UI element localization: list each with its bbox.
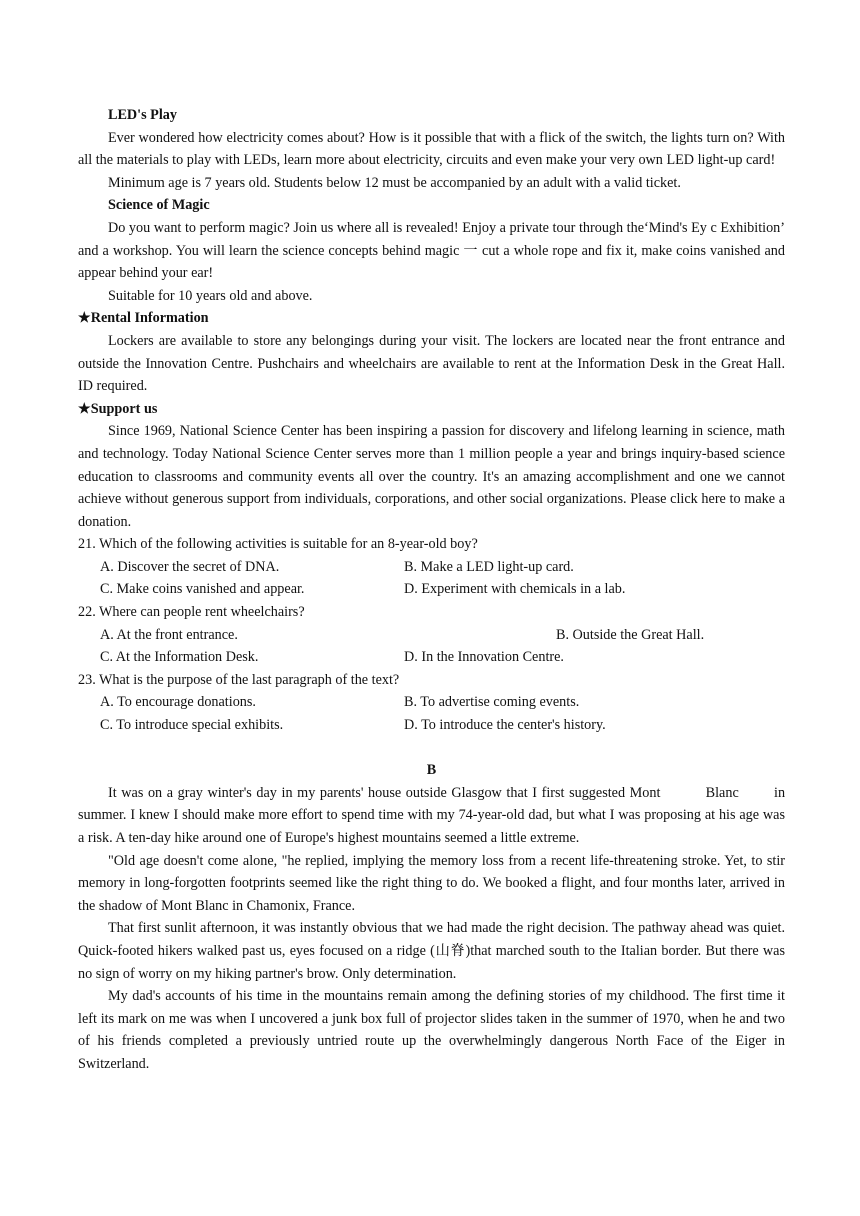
option-row	[78, 714, 785, 737]
section-heading-support-us: ★Support us	[78, 400, 158, 417]
question-21	[78, 533, 785, 601]
option-row	[78, 624, 785, 647]
spacer	[78, 737, 785, 760]
paragraph-text: in	[774, 784, 786, 801]
option-a: A. To encourage donations.	[100, 694, 256, 711]
paragraph-passage-b-1	[78, 782, 785, 850]
document-page	[78, 104, 785, 1076]
question-stem: 23. What is the purpose of the last paragraph of the text?	[78, 671, 400, 688]
paragraph-science-of-magic-age: Suitable for 10 years old and above.	[108, 287, 313, 304]
option-row	[78, 646, 785, 669]
section-heading-leds-play: LED's Play	[108, 107, 177, 123]
paragraph-text: Blanc	[705, 784, 739, 801]
option-a: A. At the front entrance.	[100, 626, 238, 643]
section-heading-rental-information: ★Rental Information	[78, 310, 209, 327]
paragraph-text: summer. I knew I should make more effort to spend time with my 74-year-old dad, but what I was proposing at his age was a risk. A ten-day hike around one of Europe's highest mountains seemed a little extreme.	[78, 807, 785, 846]
option-c: C. To introduce special exhibits.	[100, 717, 284, 734]
question-stem: 21. Which of the following activities is suitable for an 8-year-old boy?	[78, 536, 478, 553]
paragraph-leds-play-description: Ever wondered how electricity comes about? How is it possible that with a flick of the switch, the lights turn on? With all the materials to play with LEDs, learn more about electricity, circuits and even make your very own LED light-up card!	[78, 129, 785, 169]
paragraph-passage-b-3: That first sunlit afternoon, it was instantly obvious that we had made the right decision. The pathway ahead was quiet. Quick-footed hikers walked past us, eyes focused on a ridge (山脊)that marched south to the Italian border. But there was no sign of worry on my hiking partner's brow. Only determination.	[78, 920, 785, 982]
option-d: D. Experiment with chemicals in a lab.	[404, 581, 626, 598]
option-d: D. In the Innovation Centre.	[404, 649, 564, 666]
question-stem: 22. Where can people rent wheelchairs?	[78, 604, 305, 621]
option-row	[78, 691, 785, 714]
option-row	[78, 578, 785, 601]
option-b: B. Outside the Great Hall.	[556, 626, 705, 643]
option-b: B. To advertise coming events.	[404, 694, 580, 711]
question-23	[78, 669, 785, 737]
option-c: C. At the Information Desk.	[100, 649, 259, 666]
paragraph-passage-b-2: "Old age doesn't come alone, "he replied, implying the memory loss from a recent life-threatening stroke. Yet, to stir memory in long-forgotten footprints seemed like the right thing to do. We booked a flight, and four months later, arrived in the shadow of Mont Blanc in Chamonix, France.	[78, 852, 785, 914]
passage-label-b: B	[426, 762, 437, 779]
option-d: D. To introduce the center's history.	[404, 717, 606, 734]
option-a: A. Discover the secret of DNA.	[100, 558, 280, 575]
paragraph-leds-play-age: Minimum age is 7 years old. Students below 12 must be accompanied by an adult with a valid ticket.	[108, 174, 681, 191]
paragraph-passage-b-4: My dad's accounts of his time in the mountains remain among the defining stories of my childhood. The first time it left its mark on me was when I uncovered a junk box full of projector slides taken in the summer of 1970, when he and two of his friends completed a previously untried route up the overwhelmingly dangerous North Face of the Eiger in Switzerland.	[78, 988, 785, 1072]
paragraph-support-us: Since 1969, National Science Center has been inspiring a passion for discovery and lifelong learning in science, math and technology. Today National Science Center serves more than 1 million people a year and brings inquiry-based science education to classrooms and community events all over the country. It's an amazing accomplishment and one we cannot achieve without generous support from individuals, corporations, and other social organizations. Please click here to make a donation.	[78, 423, 785, 530]
section-heading-science-of-magic: Science of Magic	[108, 197, 210, 214]
option-b: B. Make a LED light-up card.	[404, 558, 574, 575]
paragraph-text: It was on a gray winter's day in my parents' house outside Glasgow that I first suggested Mont	[108, 784, 661, 801]
question-22	[78, 601, 785, 669]
paragraph-science-of-magic-description: Do you want to perform magic? Join us where all is revealed! Enjoy a private tour through the‘Mind's Ey c Exhibition’ and a workshop. You will learn the science concepts behind magic 一 cut a whole rope and fix it, make coins vanished and appear behind your ear!	[78, 219, 785, 282]
paragraph-rental-information: Lockers are available to store any belongings during your visit. The lockers are located near the front entrance and outside the Innovation Centre. Pushchairs and wheelchairs are available to rent at the Information Desk in the Great Hall. ID required.	[78, 332, 785, 395]
option-c: C. Make coins vanished and appear.	[100, 581, 305, 598]
option-row	[78, 556, 785, 579]
